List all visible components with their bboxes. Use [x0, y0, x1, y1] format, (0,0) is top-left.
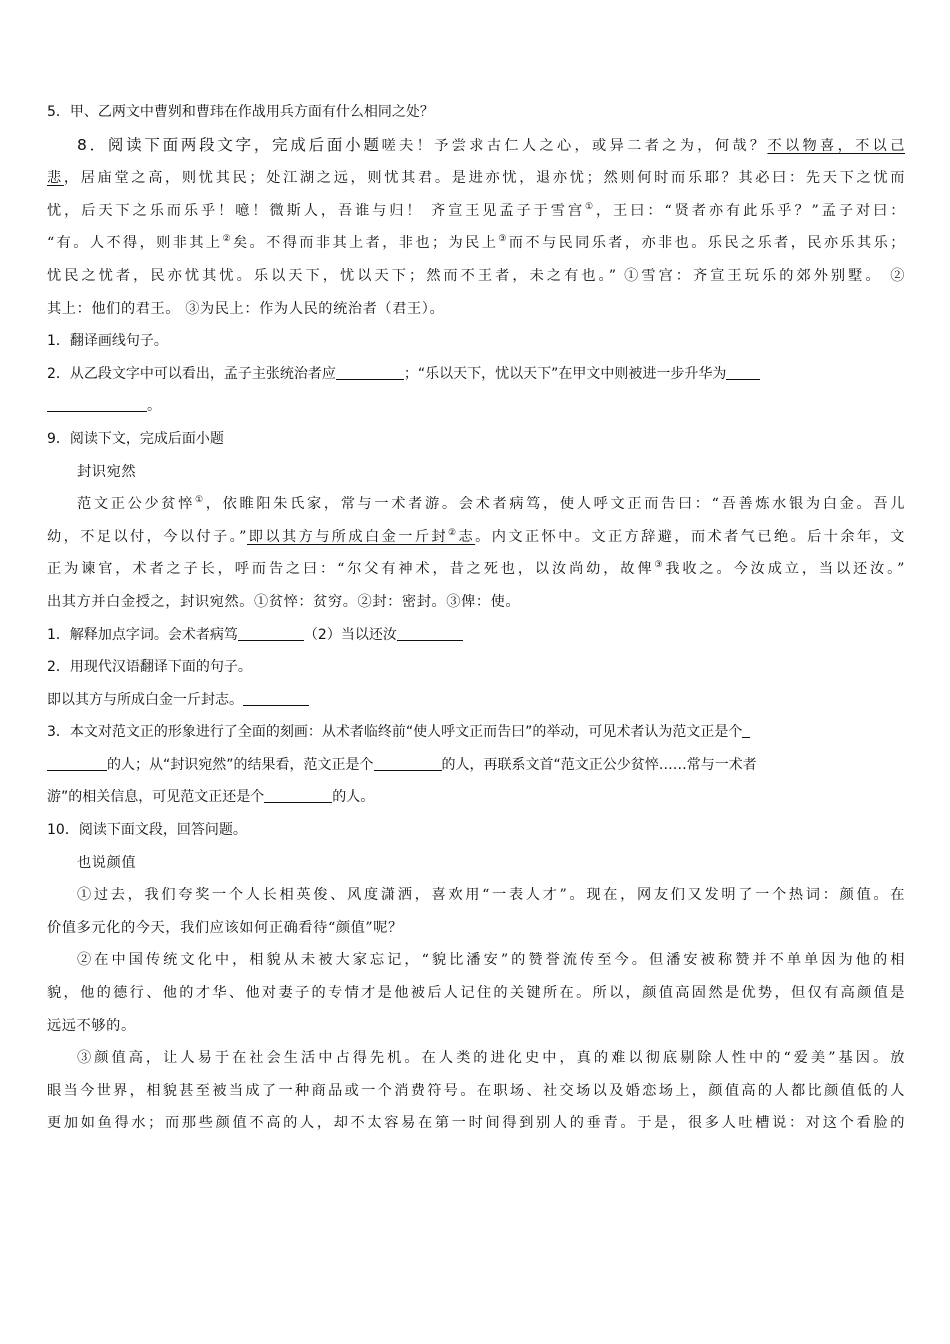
answer-blank[interactable]	[264, 788, 332, 803]
question-5: 5．甲、乙两文中曹刿和曹玮在作战用兵方面有什么相同之处？	[47, 104, 434, 120]
q9-subquestion-3-end: 游”的相关信息，可见范文正还是个 的人。	[47, 789, 375, 806]
q9-passage-line-3: 正为谏官，术者之子长，呼而告之曰：“尔父有神术，昔之死也，以汝尚幼，故俾③我收之。今汝成立，当以还汝。”	[47, 560, 906, 578]
q8-passage-line-6: 其上：他们的君王。 ③为民上：作为人民的统治者（君王）。	[47, 300, 445, 317]
q8-passage-line-5: 忧民之忧者，民亦忧其忧。乐以天下，忧以天下；然而不王者，未之有也。” ①雪宫：齐宣王玩乐的郊外别墅。 ②	[47, 267, 905, 284]
q10-para-2-line-3: 远远不够的。	[47, 1017, 136, 1034]
q8-passage-line-3: 忧，后天下之乐而乐乎！噫！微斯人，吾谁与归！ 齐宣王见孟子于雪宫①，王曰：“贤者亦有此乐乎？”孟子对曰：	[47, 201, 905, 219]
q9-passage-line-1: 范文正公少贫悴①，依睢阳朱氏家，常与一术者游。会术者病笃，使人呼文正而告曰：“吾善炼水银为白金。吾儿	[77, 495, 905, 513]
q10-para-1-line-1: ①过去，我们夸奖一个人长相英俊、风度潇洒，喜欢用“一表人才”。现在，网友们又发明了一个热词：颜值。在	[77, 887, 905, 904]
q10-title: 也说颜值	[77, 854, 137, 871]
q8-intro: 8．阅读下面两段文字，完成后面小题	[77, 135, 382, 154]
answer-blank[interactable]	[47, 397, 147, 412]
answer-blank[interactable]	[243, 691, 309, 706]
q10-para-3-line-2: 眼当今世界，相貌甚至被当成了一种商品或一个消费符号。在职场、社交场以及婚恋场上，颜值高的人都比颜值低的人	[47, 1082, 905, 1099]
q9-intro: 9．阅读下文，完成后面小题	[47, 430, 224, 447]
q8-subquestion-1: 1．翻译画线句子。	[47, 333, 168, 350]
document-page	[47, 96, 905, 1140]
q8-passage-line-1: 8．阅读下面两段文字，完成后面小题嗟夫！予尝求古仁人之心，或异二者之为，何哉？不以物喜，不以己	[77, 135, 905, 154]
q9-subquestion-2-sentence: 即以其方与所成白金一斤封志。	[47, 684, 905, 717]
answer-blank[interactable]	[742, 723, 750, 738]
q8-subquestion-2: 2．从乙段文字中可以看出，孟子主张统治者应 ；“乐以天下，忧以天下”在甲文中则被进一步升华为	[47, 358, 905, 391]
q8-passage-line-2: 悲，居庙堂之高，则忧其民；处江湖之远，则忧其君。是进亦忧，退亦忧；然则何时而乐耶？其必曰：先天下之忧而	[47, 170, 905, 187]
q10-para-2-line-1: ②在中国传统文化中，相貌从未被大家忘记，“貌比潘安”的赞誉流传至今。但潘安被称赞并不单单因为他的相	[77, 952, 905, 969]
q10-para-2-line-2: 貌，他的德行、他的才华、他对妻子的专情才是他被后人记住的关键所在。所以，颜值高固然是优势，但仅有高颜值是	[47, 985, 905, 1002]
q9-title: 封识宛然	[77, 463, 137, 480]
answer-blank[interactable]	[47, 756, 107, 771]
q9-subquestion-3: 3．本文对范文正的形象进行了全面的刻画：从术者临终前“使人呼文正而告曰”的举动，可见术者认为范文正是个	[47, 716, 905, 749]
q10-para-3-line-3: 更加如鱼得水；而那些颜值不高的人，却不太容易在第一时间得到别人的垂青。于是，很多人吐槽说：对这个看脸的	[47, 1115, 905, 1132]
answer-blank[interactable]	[336, 365, 404, 380]
q8-subquestion-2-cont: 。	[47, 390, 905, 423]
answer-blank[interactable]	[397, 626, 463, 641]
answer-blank[interactable]	[374, 756, 442, 771]
q9-subquestion-2: 2．用现代汉语翻译下面的句子。	[47, 659, 252, 676]
q10-para-1-line-2: 价值多元化的今天，我们应该如何正确看待“颜值”呢？	[47, 919, 403, 936]
q9-passage-line-4: 出其方并白金授之，封识宛然。①贫悴：贫穷。②封：密封。③俾：使。	[47, 593, 521, 610]
underlined-sentence: 即以其方与所成白金一斤封②志	[246, 527, 476, 545]
q9-subquestion-1: 1．解释加点字词。会术者病笃 （2）当以还汝	[47, 619, 905, 652]
q9-subquestion-3-cont: 的人；从“封识宛然”的结果看，范文正是个 的人，再联系文首“范文正公少贫悴……常与一术者	[47, 749, 905, 782]
underlined-sentence: 不以物喜，不以己	[767, 137, 905, 154]
q10-intro: 10．阅读下面文段，回答问题。	[47, 822, 247, 839]
q10-para-3-line-1: ③颜值高，让人易于在社会生活中占得先机。在人类的进化史中，真的难以彻底剔除人性中的“爱美”基因。放	[77, 1050, 905, 1067]
q9-passage-line-2: 幼，不足以付，今以付子。”即以其方与所成白金一斤封②志。内文正怀中。文正方辞避，而术者气已绝。后十余年，文	[47, 527, 905, 545]
underlined-sentence-end: 悲	[47, 170, 64, 187]
answer-blank[interactable]	[726, 365, 760, 380]
q8-passage-line-4: “有。人不得，则非其上②矣。不得而非其上者，非也；为民上③而不与民同乐者，亦非也。乐民之乐者，民亦乐其乐；	[47, 234, 905, 252]
answer-blank[interactable]	[238, 626, 304, 641]
